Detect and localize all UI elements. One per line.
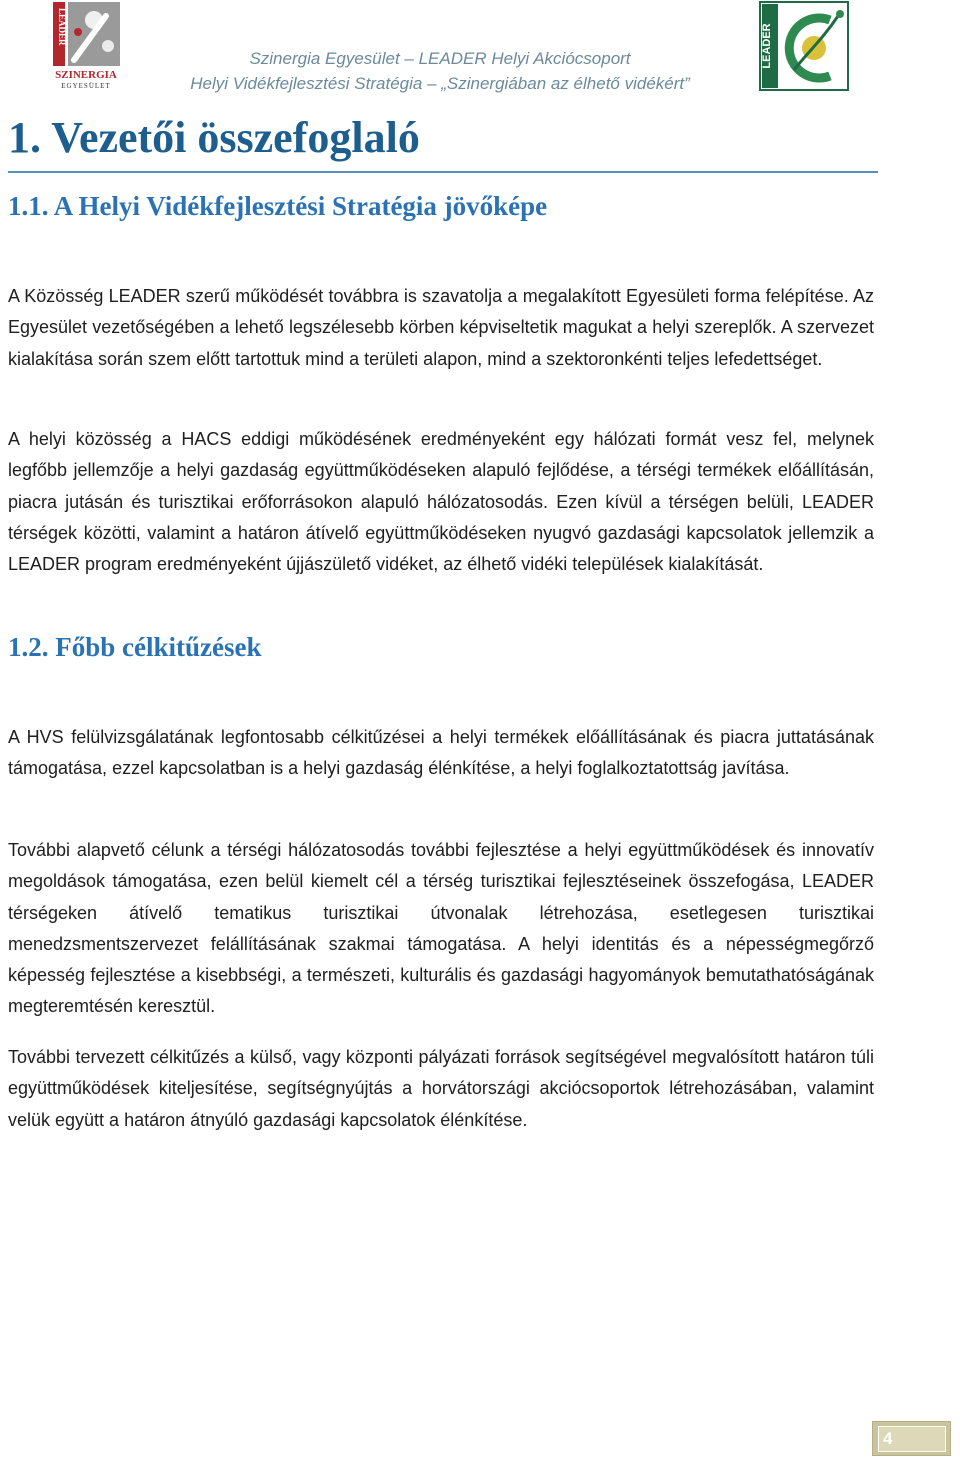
leader-logo-mark xyxy=(758,0,852,92)
title-divider xyxy=(8,171,878,173)
section-1-title: 1.1. A Helyi Vidékfejlesztési Stratégia jövőképe xyxy=(8,191,548,221)
page-header xyxy=(0,0,960,100)
section-2-title: 1.2. Főbb célkitűzések xyxy=(8,632,262,662)
section-1-paragraph-1: A Közösség LEADER szerű működését továbbra is szavatolja a megalakított Egyesületi forma felépítése. Az Egyesület vezetőségében a lehető legszélesebb körben képviseltetik magukat a helyi szereplők. A szervezet kialakítása során szem előtt tartottuk mind a területi alapon, mind a szektoronkénti teljes lefedettséget. xyxy=(8,286,874,369)
section-2-paragraph-1: A HVS felülvizsgálatának legfontosabb célkitűzései a helyi termékek előállításának és piacra juttatásának támogatása, ezzel kapcsolatban is a helyi gazdaság élénkítése, a helyi foglalkoztatottság javítása. xyxy=(8,727,874,779)
szinergia-logo-mark xyxy=(50,2,126,90)
szinergia-logo xyxy=(50,2,126,90)
header-title xyxy=(160,46,720,96)
header-org-line: Szinergia Egyesület – LEADER Helyi Akciócsoport xyxy=(249,49,631,68)
section-1-paragraph-2: A helyi közösség a HACS eddigi működésének eredményeként egy hálózati formát vesz fel, melynek legfőbb jellemzője a helyi gazdaság együttműködéseken alapuló fejlődése, a térségi termékek előállításán, piacra jutásán és turisztikai erőforrásokon alapuló hálózatosodás. Ezen kívül a térségen belüli, LEADER térségek közötti, valamint a határon átívelő együttműködéseken nyugvó gazdasági kapcsolatok jellemzik a LEADER program eredményeként újjászülető vidéket, az élhető vidéki települések kialakítását. xyxy=(8,429,874,575)
page-title: 1. Vezetői összefoglaló xyxy=(8,113,420,162)
section-2-paragraph-3: További tervezett célkitűzés a külső, vagy központi pályázati források segítségével megvalósított határon túli együttműködések kiteljesítése, segítségnyújtás a horvátországi akciócsoportok létrehozásában, valamint velük együtt a határon átnyúló gazdasági kapcsolatok élénkítése. xyxy=(8,1047,874,1130)
logo-leader-text: LEADER xyxy=(57,8,67,46)
logo-name-text: SZINERGIA xyxy=(55,69,117,81)
logo-sub-text: EGYESÜLET xyxy=(61,82,111,90)
leader-logo-text: LEADER xyxy=(761,23,773,69)
section-2-paragraph-2: További alapvető célunk a térségi hálózatosodás további fejlesztése a helyi együttműködések és innovatív megoldások támogatása, ezen belül kiemelt cél a térség turisztikai fejlesztéseinek összefogása, LEADER térségeken átívelő tematikus turisztikai útvonalak létrehozása, esetlegesen turisztikai menedzsmentszervezet felállításának szakmai támogatása. A helyi identitás és a népességmegőrző képesség fejlesztése a kisebbségi, a természeti, kulturális és gazdasági hagyományok bemutathatóságának megteremtésén keresztül. xyxy=(8,840,874,1017)
leader-logo xyxy=(758,0,852,92)
page-number: 4 xyxy=(878,1426,946,1452)
header-strategy-line: Helyi Vidékfejlesztési Stratégia – „Szinergiában az élhető vidékért” xyxy=(190,74,690,93)
